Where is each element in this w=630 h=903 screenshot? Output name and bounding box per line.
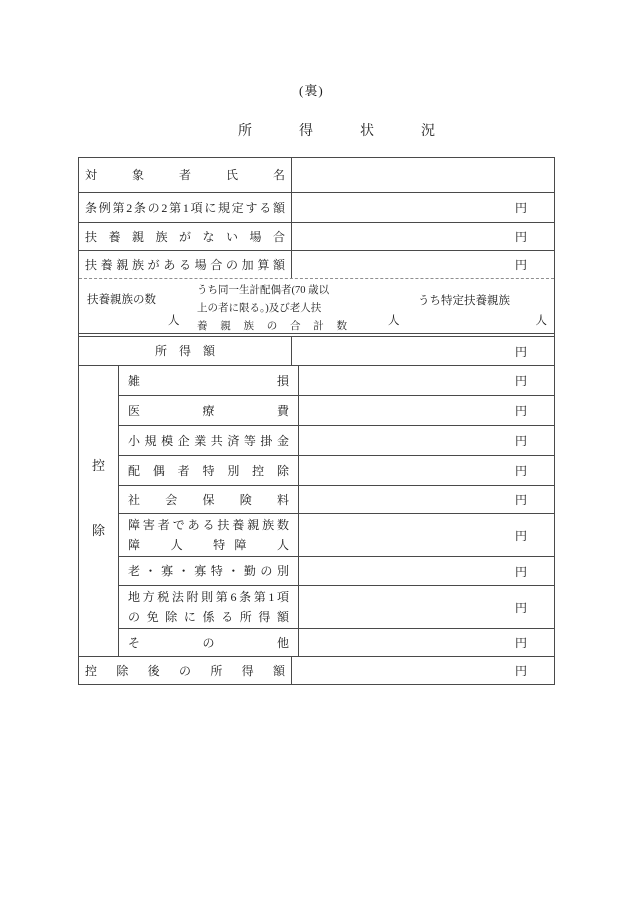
ordinance-amount-label: 条例第2条の2第1項に規定する額: [85, 200, 285, 215]
dependents-count-label: 扶養親族の数: [87, 294, 156, 306]
disabled-dependents-value-cell: [299, 514, 554, 556]
income-after-deduction-value-cell: [292, 657, 554, 684]
row-income-amount: [79, 333, 554, 365]
spouse-special-value-cell: [299, 456, 554, 485]
disabled-dependents-label-line1: 障害者である扶養親族数: [128, 518, 289, 532]
row-deduction-local-tax-exemption: [119, 585, 554, 628]
yen-unit-label: 円: [514, 564, 527, 579]
page-side-label: (裏): [299, 83, 324, 98]
yen-unit-label: 円: [514, 434, 527, 448]
row-deduction-spouse-special: [119, 455, 554, 485]
no-dependents-value-cell: [292, 223, 554, 250]
yen-unit-label: 円: [514, 374, 527, 388]
row-no-dependents: [79, 222, 554, 250]
yen-unit-label: 円: [514, 664, 527, 678]
row-ordinance-amount: [79, 192, 554, 222]
specified-dependents-label: うち特定扶養親族: [418, 295, 510, 307]
yen-unit-label: 円: [514, 636, 527, 650]
dependents-addition-value-cell: [292, 251, 554, 278]
row-deduction-small-business-mutual-aid: [119, 425, 554, 455]
income-after-deduction-label: 控 除 後 の 所 得 額: [85, 663, 285, 678]
yen-unit-label: 円: [514, 528, 527, 543]
yen-unit-label: 円: [514, 404, 527, 418]
row-income-after-deduction: [79, 656, 554, 684]
row-subject-name: [79, 158, 554, 192]
small-business-mutual-aid-value-cell: [299, 426, 554, 455]
elderly-widow-working-value-cell: [299, 557, 554, 585]
local-tax-exemption-label-line1: 地方税法附則第6条第1項: [128, 590, 289, 604]
income-amount-value-cell: [292, 337, 554, 365]
deductions-group-header: [79, 366, 119, 656]
yen-unit-label: 円: [514, 230, 527, 244]
elderly-widow-working-label: 老・寡・寡特・勤の別: [128, 564, 289, 578]
other-deduction-value-cell: [299, 629, 554, 656]
yen-unit-label: 円: [514, 600, 527, 615]
person-unit-label: 人: [388, 315, 400, 327]
disabled-dependents-label-line2: 障 人 特障 人: [128, 538, 289, 552]
cohabit-spouse-elderly-dependents-label: うち同一生計配偶者(70 歳以 上の者に限る。)及び老人扶 養 親 族 の 合 計 数: [197, 285, 347, 332]
other-deduction-label: そ の 他: [128, 635, 289, 650]
row-deduction-other: [119, 628, 554, 656]
yen-unit-label: 円: [514, 464, 527, 478]
subject-name-label: 対 象 者 氏 名: [85, 168, 285, 182]
yen-unit-label: 円: [514, 258, 527, 272]
row-dependents-addition: [79, 250, 554, 278]
row-deduction-disabled-dependents: [119, 513, 554, 556]
row-deduction-casualty-loss: [119, 366, 554, 395]
row-deduction-medical-expenses: [119, 395, 554, 425]
casualty-loss-value-cell: [299, 366, 554, 395]
yen-unit-label: 円: [514, 344, 527, 359]
yen-unit-label: 円: [514, 493, 527, 507]
row-deduction-elderly-widow-working: [119, 556, 554, 585]
spouse-special-label: 配 偶 者 特 別 控 除: [128, 463, 289, 478]
row-dependents-count: [79, 278, 554, 333]
casualty-loss-label: 雑 損: [128, 373, 289, 388]
subject-name-value-cell: [292, 158, 554, 192]
person-unit-label: 人: [168, 315, 180, 327]
form-title: 所得状況: [238, 124, 482, 139]
row-deduction-social-insurance: [119, 485, 554, 513]
social-insurance-label: 社 会 保 険 料: [128, 492, 289, 507]
ordinance-amount-value-cell: [292, 193, 554, 222]
deduction-char-2: 除: [91, 523, 105, 538]
dependents-addition-label: 扶養親族がある場合の加算額: [85, 257, 285, 272]
local-tax-exemption-value-cell: [299, 586, 554, 628]
no-dependents-label: 扶 養 親 族 が な い 場 合: [85, 229, 285, 244]
income-status-table: [78, 157, 555, 685]
yen-unit-label: 円: [514, 201, 527, 215]
person-unit-label: 人: [535, 315, 547, 327]
social-insurance-value-cell: [299, 486, 554, 513]
small-business-mutual-aid-label: 小規模企業共済等掛金: [128, 433, 289, 448]
medical-expenses-label: 医 療 費: [128, 403, 289, 418]
deductions-section: [79, 365, 554, 656]
medical-expenses-value-cell: [299, 396, 554, 425]
income-amount-label: 所 得 額: [154, 344, 215, 358]
deduction-char-1: 控: [91, 458, 105, 473]
local-tax-exemption-label-line2: の 免 除 に 係 る 所 得 額: [128, 610, 289, 624]
